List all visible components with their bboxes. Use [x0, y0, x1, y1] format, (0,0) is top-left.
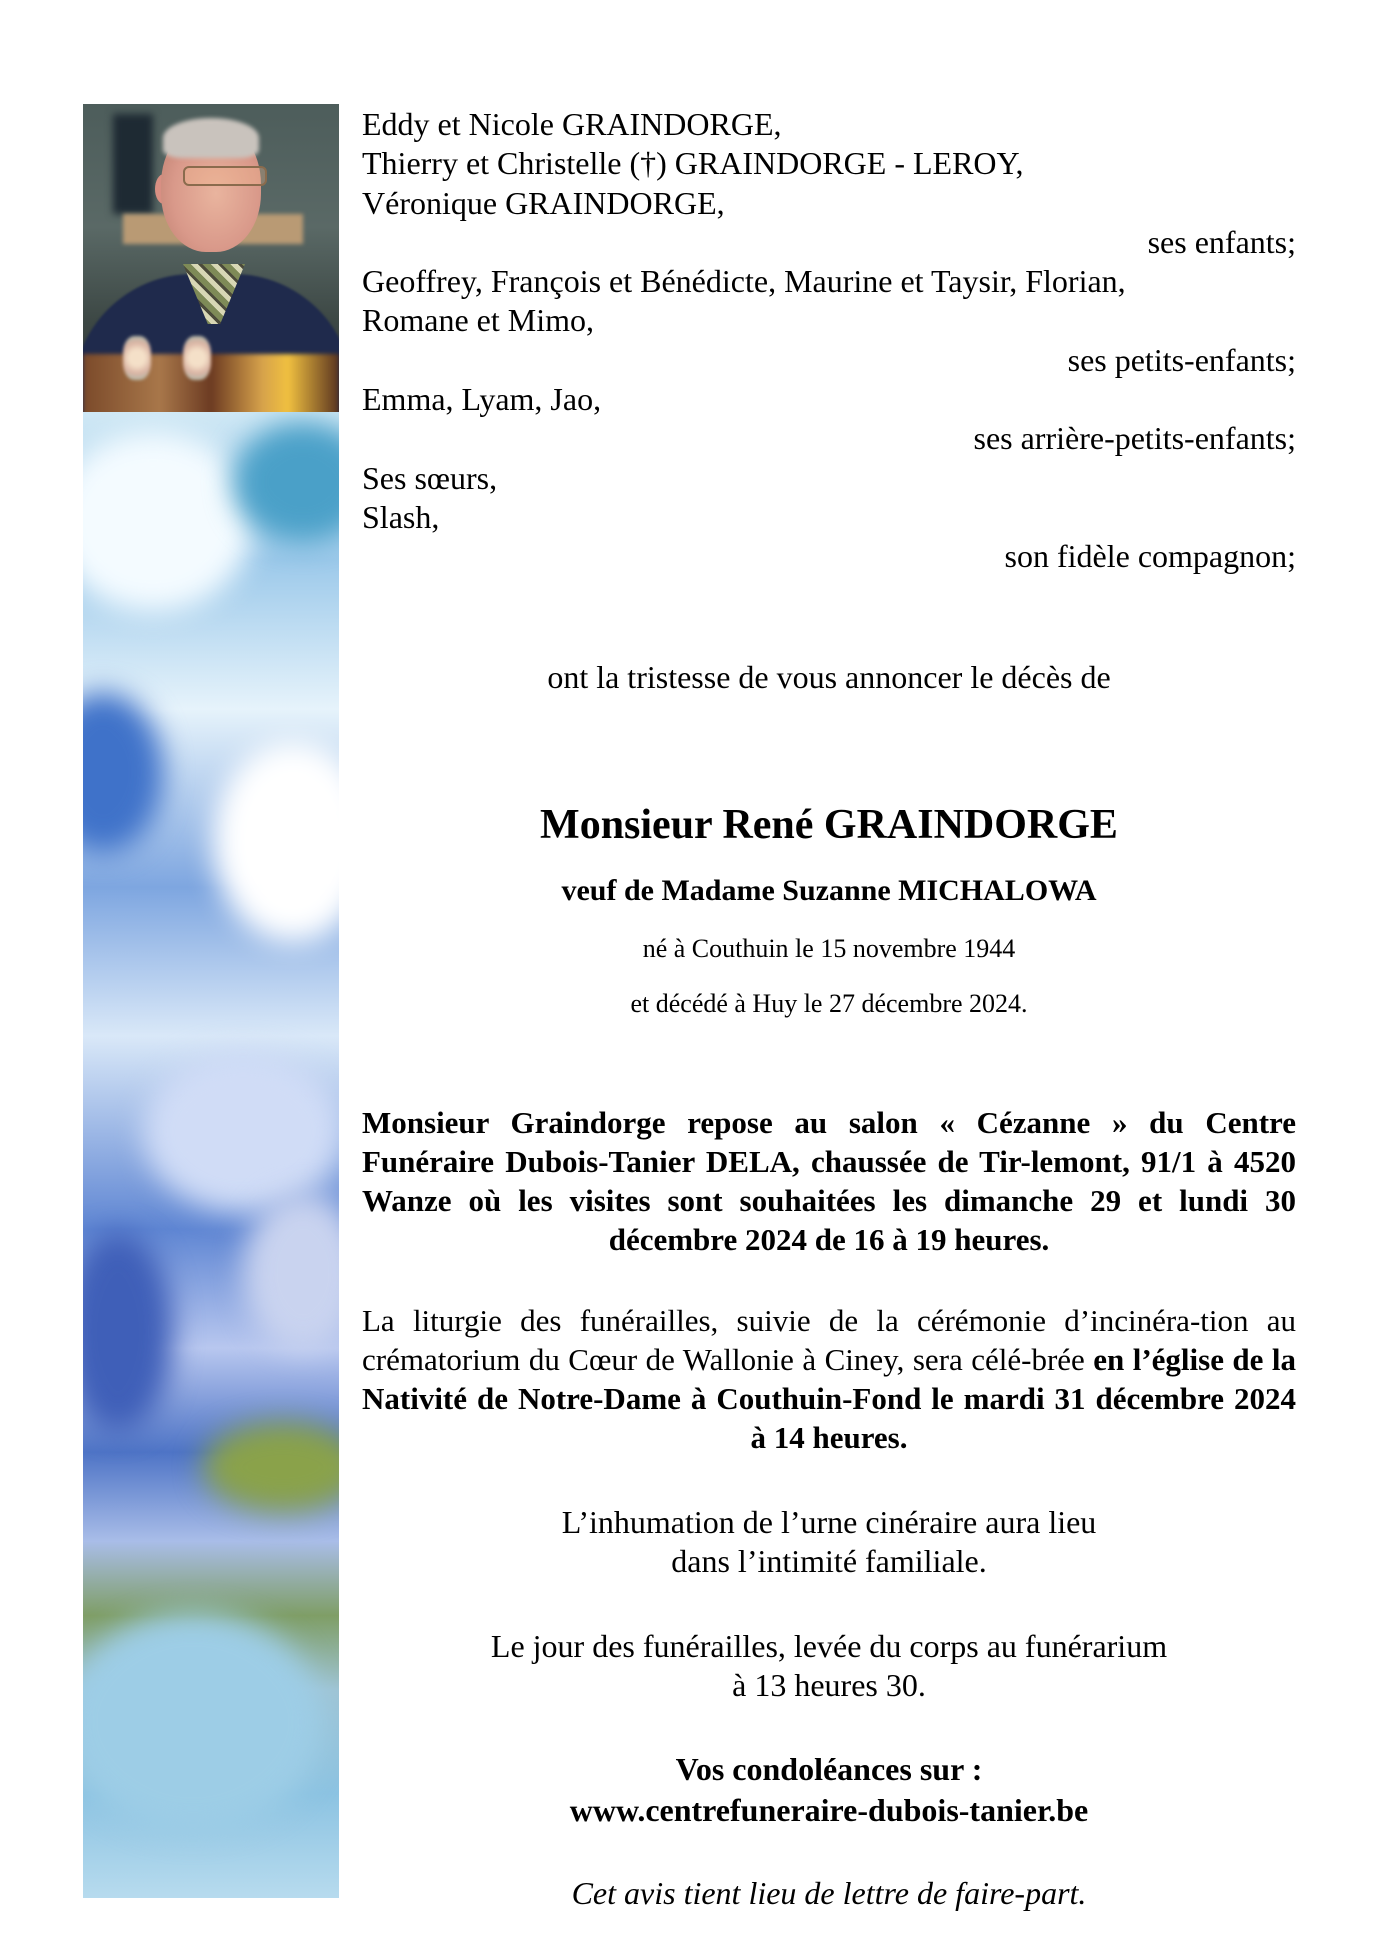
inhumation-line: L’inhumation de l’urne cinéraire aura lieu	[561, 1504, 1097, 1540]
footer-note: Cet avis tient lieu de lettre de faire-part.	[571, 1875, 1087, 1911]
family-line: Geoffrey, François et Bénédicte, Maurine et Taysir, Florian,	[362, 263, 1126, 299]
family-line: Romane et Mimo,	[362, 302, 594, 338]
relation-label: ses petits-enfants;	[1067, 342, 1296, 378]
birth-info: né à Couthuin le 15 novembre 1944	[642, 934, 1016, 963]
relation-label: ses enfants;	[1147, 224, 1296, 260]
hydrangea-flower-strip	[83, 412, 339, 1898]
family-line: Slash,	[362, 499, 440, 535]
liturgy-intro: La liturgie des funérailles, suivie de la cérémonie d’incinéra-tion au crématorium du Cœur de Wallonie à Ciney, sera célé-brée	[362, 1303, 1296, 1377]
relation-label: ses arrière-petits-enfants;	[973, 420, 1296, 456]
family-line: Véronique GRAINDORGE,	[362, 185, 725, 221]
condolences-website-link[interactable]: www.centrefuneraire-dubois-tanier.be	[569, 1792, 1089, 1828]
portrait-photo	[83, 104, 339, 412]
inhumation-line: dans l’intimité familiale.	[671, 1543, 987, 1579]
family-line: Emma, Lyam, Jao,	[362, 381, 602, 417]
liturgy-info	[362, 1301, 1296, 1457]
levee-line: à 13 heures 30.	[732, 1667, 926, 1703]
family-line: Eddy et Nicole GRAINDORGE,	[362, 106, 782, 142]
death-info: et décédé à Huy le 27 décembre 2024.	[630, 989, 1028, 1018]
relation-label: son fidèle compagnon;	[1004, 538, 1296, 574]
family-line: Thierry et Christelle (†) GRAINDORGE - LEROY,	[362, 145, 1024, 181]
levee-line: Le jour des funérailles, levée du corps au funérarium	[490, 1628, 1168, 1664]
family-line: Ses sœurs,	[362, 460, 498, 496]
deceased-name: Monsieur René GRAINDORGE	[540, 802, 1118, 848]
condolences-label: Vos condoléances sur :	[675, 1751, 983, 1787]
announcement: ont la tristesse de vous annoncer le décès de	[547, 659, 1111, 695]
liturgy-location-time: en l’église de la Nativité de Notre-Dame à Couthuin-Fond le mardi 31 décembre 2024 à 14 heures.	[362, 1342, 1297, 1455]
visitation-info: Monsieur Graindorge repose au salon « Cézanne » du Centre Funéraire Dubois-Tanier DELA, chaussée de Tir-lemont, 91/1 à 4520 Wanze où les visites sont souhaitées les dimanche 29 et lundi 30 décembre 2024 de 16 à 19 heures.	[362, 1105, 1296, 1257]
widower-of: veuf de Madame Suzanne MICHALOWA	[561, 874, 1097, 907]
